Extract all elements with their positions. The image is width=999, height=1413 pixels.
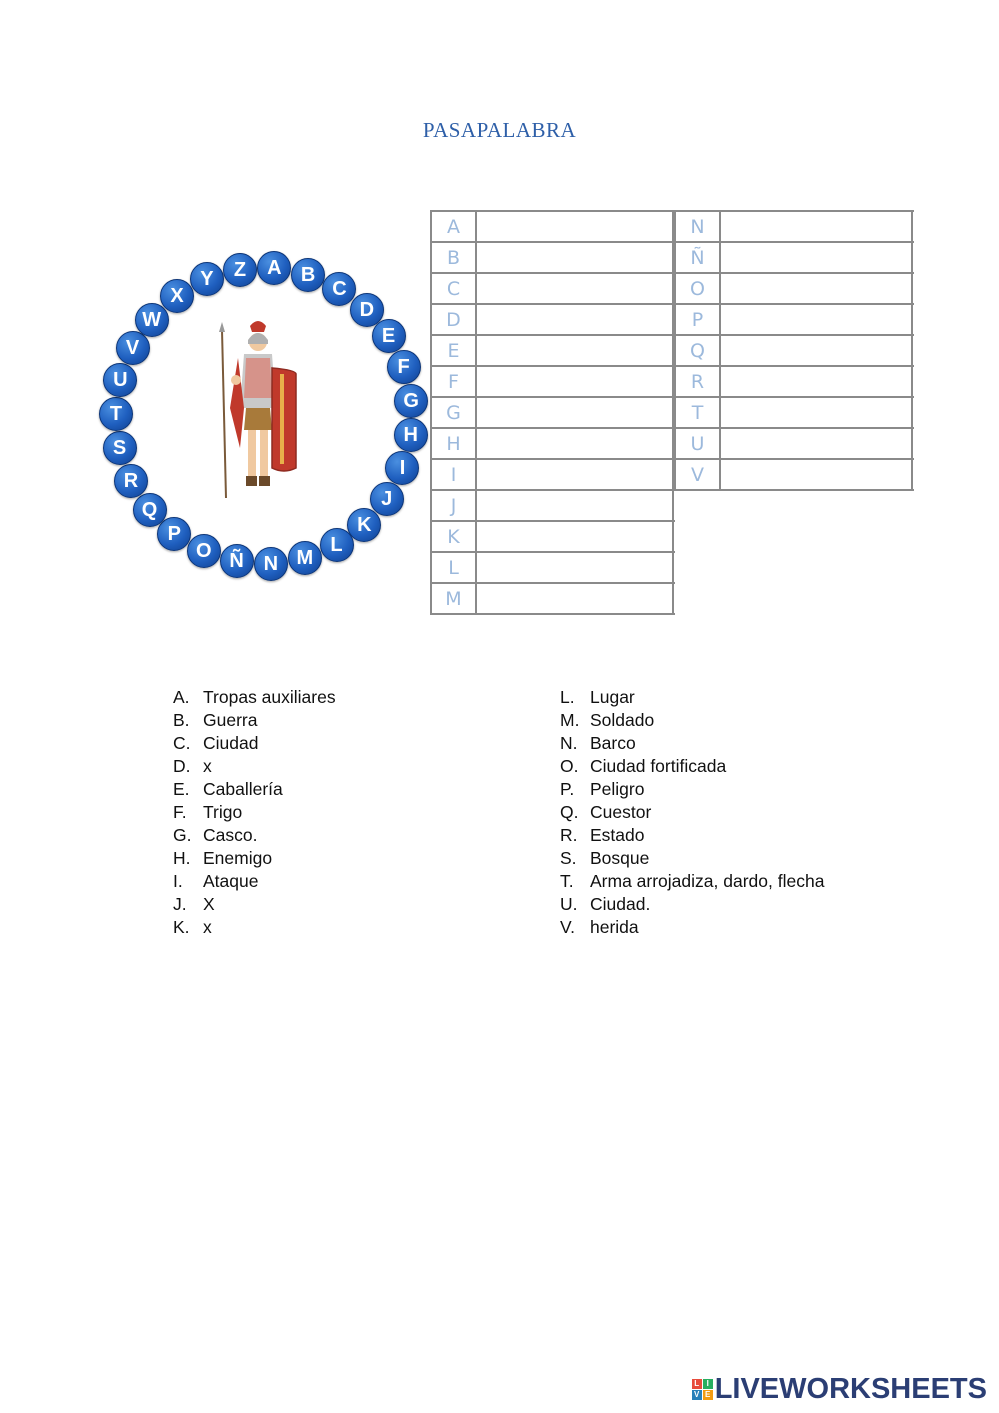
letter-bubble: K bbox=[347, 508, 381, 542]
answer-cell[interactable] bbox=[477, 584, 674, 613]
liveworksheets-logo bbox=[692, 1373, 987, 1406]
clue-item bbox=[560, 916, 824, 939]
clue-list-left bbox=[173, 686, 336, 939]
clue-text: Lugar bbox=[590, 687, 635, 707]
clue-key: E. bbox=[173, 779, 190, 799]
clue-key: N. bbox=[560, 733, 578, 753]
clue-item bbox=[560, 893, 824, 916]
answer-cell[interactable] bbox=[477, 522, 674, 551]
letter-bubble: N bbox=[254, 547, 288, 581]
answer-cell[interactable] bbox=[477, 491, 674, 520]
grid-letter: Ñ bbox=[676, 243, 721, 272]
letter-bubble: Y bbox=[190, 262, 224, 296]
clue-text: Barco bbox=[590, 733, 636, 753]
clue-text: X bbox=[203, 894, 215, 914]
letter-bubble: J bbox=[370, 482, 404, 516]
clue-item bbox=[173, 801, 336, 824]
letter-bubble: O bbox=[187, 534, 221, 568]
clue-text: Tropas auxiliares bbox=[203, 687, 336, 707]
clue-item bbox=[173, 916, 336, 939]
clue-key: D. bbox=[173, 756, 191, 776]
answer-cell[interactable] bbox=[477, 398, 674, 427]
grid-letter: L bbox=[432, 553, 477, 582]
footer-brand: LIVEWORKSHEETS bbox=[714, 1373, 987, 1405]
clue-text: Ataque bbox=[203, 871, 259, 891]
letter-bubble: R bbox=[114, 464, 148, 498]
letter-bubble: H bbox=[394, 418, 428, 452]
page-title: PASAPALABRA bbox=[422, 118, 577, 142]
grid-letter: O bbox=[676, 274, 721, 303]
answer-cell[interactable] bbox=[721, 243, 913, 272]
answer-cell[interactable] bbox=[721, 305, 913, 334]
answer-cell[interactable] bbox=[477, 212, 674, 241]
clue-item bbox=[173, 686, 336, 709]
grid-row bbox=[432, 212, 675, 243]
grid-row bbox=[432, 243, 675, 274]
grid-row bbox=[432, 584, 675, 615]
clue-key: T. bbox=[560, 871, 574, 891]
answer-cell[interactable] bbox=[721, 460, 913, 489]
logo-letter: I bbox=[703, 1379, 713, 1389]
grid-row bbox=[432, 336, 675, 367]
clue-item bbox=[173, 893, 336, 916]
grid-row bbox=[432, 398, 675, 429]
clue-item bbox=[173, 847, 336, 870]
letter-bubble: Q bbox=[133, 493, 167, 527]
clue-key: P. bbox=[560, 779, 575, 799]
clue-text: Trigo bbox=[203, 802, 243, 822]
grid-row bbox=[432, 429, 675, 460]
clue-text: Soldado bbox=[590, 710, 655, 730]
answer-cell[interactable] bbox=[721, 367, 913, 396]
letter-bubble: I bbox=[385, 451, 419, 485]
grid-row bbox=[676, 243, 914, 274]
answer-cell[interactable] bbox=[721, 336, 913, 365]
clue-key: J. bbox=[173, 894, 187, 914]
answer-cell[interactable] bbox=[721, 274, 913, 303]
grid-letter: C bbox=[432, 274, 477, 303]
letter-bubble: Z bbox=[223, 253, 257, 287]
logo-letter: V bbox=[692, 1390, 702, 1400]
clue-text: x bbox=[203, 756, 212, 776]
answer-cell[interactable] bbox=[721, 398, 913, 427]
letter-bubble: U bbox=[103, 363, 137, 397]
grid-row bbox=[432, 305, 675, 336]
answer-cell[interactable] bbox=[721, 212, 913, 241]
letter-bubble: F bbox=[387, 350, 421, 384]
letter-bubble: W bbox=[135, 303, 169, 337]
clue-item bbox=[560, 686, 824, 709]
letter-bubble: M bbox=[288, 541, 322, 575]
clue-text: Ciudad fortificada bbox=[590, 756, 727, 776]
answer-grid-right bbox=[674, 210, 914, 491]
logo-letter: L bbox=[692, 1379, 702, 1389]
clue-text: Guerra bbox=[203, 710, 258, 730]
grid-row bbox=[432, 460, 675, 491]
clue-text: x bbox=[203, 917, 212, 937]
answer-cell[interactable] bbox=[477, 553, 674, 582]
clue-text: Caballería bbox=[203, 779, 283, 799]
clue-item bbox=[560, 755, 824, 778]
clue-key: F. bbox=[173, 802, 187, 822]
grid-row bbox=[676, 305, 914, 336]
clue-item bbox=[173, 778, 336, 801]
clue-key: R. bbox=[560, 825, 578, 845]
clue-key: Q. bbox=[560, 802, 579, 822]
grid-row bbox=[676, 336, 914, 367]
answer-cell[interactable] bbox=[477, 429, 674, 458]
grid-letter: V bbox=[676, 460, 721, 489]
answer-cell[interactable] bbox=[477, 274, 674, 303]
clue-text: Ciudad bbox=[203, 733, 259, 753]
grid-letter: D bbox=[432, 305, 477, 334]
clue-key: V. bbox=[560, 917, 575, 937]
clue-text: Casco. bbox=[203, 825, 258, 845]
grid-letter: A bbox=[432, 212, 477, 241]
grid-letter: F bbox=[432, 367, 477, 396]
answer-cell[interactable] bbox=[477, 460, 674, 489]
answer-cell[interactable] bbox=[721, 429, 913, 458]
grid-letter: R bbox=[676, 367, 721, 396]
clue-item bbox=[173, 755, 336, 778]
logo-mark bbox=[692, 1379, 713, 1400]
answer-cell[interactable] bbox=[477, 336, 674, 365]
clue-item bbox=[560, 801, 824, 824]
clue-text: Cuestor bbox=[590, 802, 652, 822]
letter-bubble: E bbox=[372, 319, 406, 353]
clue-key: O. bbox=[560, 756, 579, 776]
grid-row bbox=[432, 367, 675, 398]
clue-key: L. bbox=[560, 687, 575, 707]
letter-bubble: L bbox=[320, 528, 354, 562]
grid-letter: P bbox=[676, 305, 721, 334]
grid-row bbox=[676, 460, 914, 491]
clue-item bbox=[173, 824, 336, 847]
grid-letter: I bbox=[432, 460, 477, 489]
clue-key: I. bbox=[173, 871, 183, 891]
answer-cell[interactable] bbox=[477, 367, 674, 396]
letter-bubble: V bbox=[116, 331, 150, 365]
letter-bubble: B bbox=[291, 258, 325, 292]
grid-letter: H bbox=[432, 429, 477, 458]
letter-bubble: D bbox=[350, 293, 384, 327]
clue-key: G. bbox=[173, 825, 192, 845]
clue-item bbox=[173, 732, 336, 755]
grid-letter: J bbox=[432, 491, 477, 520]
grid-row bbox=[676, 367, 914, 398]
clue-item bbox=[173, 709, 336, 732]
clue-key: C. bbox=[173, 733, 191, 753]
letter-bubble: X bbox=[160, 279, 194, 313]
grid-row bbox=[432, 553, 675, 584]
clue-item bbox=[173, 870, 336, 893]
clue-item bbox=[560, 778, 824, 801]
clue-text: Ciudad. bbox=[590, 894, 651, 914]
letter-bubble: A bbox=[257, 251, 291, 285]
clue-key: B. bbox=[173, 710, 190, 730]
grid-letter: Q bbox=[676, 336, 721, 365]
clue-item bbox=[560, 824, 824, 847]
grid-letter: K bbox=[432, 522, 477, 551]
grid-letter: B bbox=[432, 243, 477, 272]
clue-text: herida bbox=[590, 917, 639, 937]
clue-key: M. bbox=[560, 710, 580, 730]
clue-text: Bosque bbox=[590, 848, 650, 868]
clue-key: K. bbox=[173, 917, 190, 937]
roman-soldier-illustration bbox=[210, 318, 310, 508]
clue-text: Arma arrojadiza, dardo, flecha bbox=[590, 871, 825, 891]
clue-item bbox=[560, 870, 824, 893]
grid-row bbox=[676, 274, 914, 305]
grid-row bbox=[676, 212, 914, 243]
letter-bubble: P bbox=[157, 517, 191, 551]
grid-letter: T bbox=[676, 398, 721, 427]
clue-text: Peligro bbox=[590, 779, 645, 799]
grid-letter: N bbox=[676, 212, 721, 241]
clue-list-right bbox=[560, 686, 824, 939]
letter-bubble: S bbox=[103, 431, 137, 465]
clue-text: Enemigo bbox=[203, 848, 273, 868]
clue-item bbox=[560, 732, 824, 755]
grid-letter: M bbox=[432, 584, 477, 613]
clue-key: H. bbox=[173, 848, 191, 868]
letter-bubble: C bbox=[322, 272, 356, 306]
grid-letter: G bbox=[432, 398, 477, 427]
grid-row bbox=[432, 522, 675, 553]
clue-item bbox=[560, 709, 824, 732]
letter-bubble: G bbox=[394, 384, 428, 418]
clue-key: U. bbox=[560, 894, 578, 914]
answer-grid-left bbox=[430, 210, 675, 615]
clue-item bbox=[560, 847, 824, 870]
letter-bubble: T bbox=[99, 397, 133, 431]
letter-bubble: Ñ bbox=[220, 544, 254, 578]
answer-cell[interactable] bbox=[477, 243, 674, 272]
grid-row bbox=[432, 274, 675, 305]
logo-letter: E bbox=[703, 1390, 713, 1400]
grid-row bbox=[676, 398, 914, 429]
clue-key: S. bbox=[560, 848, 577, 868]
grid-letter: E bbox=[432, 336, 477, 365]
grid-row bbox=[432, 491, 675, 522]
grid-row bbox=[676, 429, 914, 460]
grid-letter: U bbox=[676, 429, 721, 458]
answer-cell[interactable] bbox=[477, 305, 674, 334]
clue-text: Estado bbox=[590, 825, 645, 845]
clue-key: A. bbox=[173, 687, 190, 707]
